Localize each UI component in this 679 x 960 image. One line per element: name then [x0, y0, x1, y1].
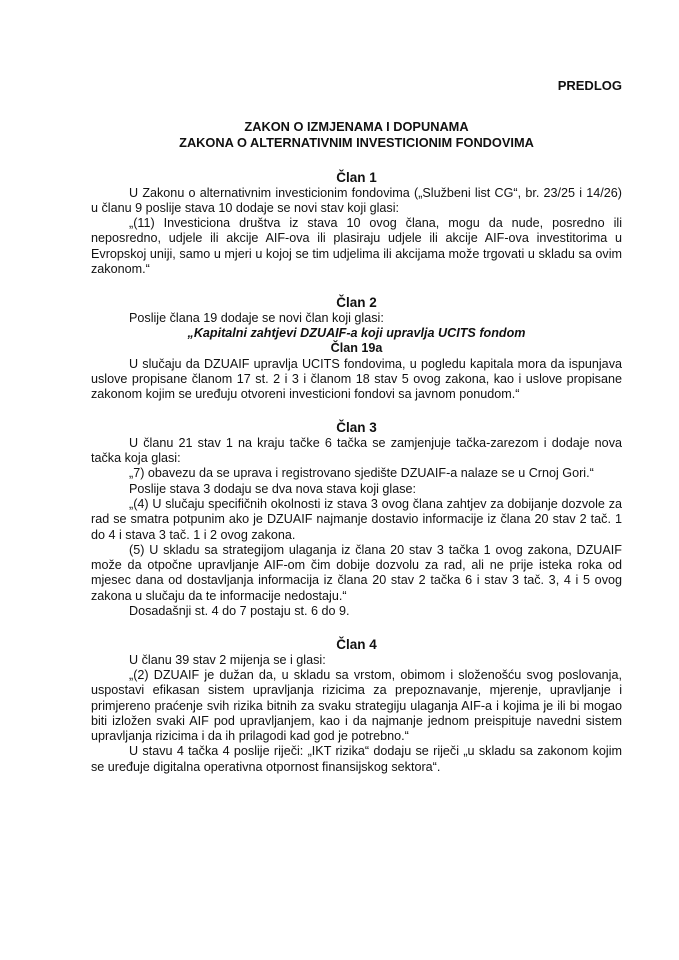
predlog-label: PREDLOG — [557, 78, 622, 93]
article-2-heading: Član 2 — [336, 295, 377, 311]
article-4-paragraph-2: „(2) DZUAIF je dužan da, u skladu sa vrstom, obimom i složenošću svog poslovanja, uspostavi efikasan sistem upravljanja rizicima za prepoznavanje, mjerenje, upravljanje i primjereno praćenje svih rizika bitnih za svaku strategiju ulaganja AIF-a i kojima je ili bi mogao biti izložen svaki AIF pod upravljanjem, kao i da najmanje jednom preispituje navedni sistem upravljanja rizicima i da ih prilagodi kad god je potrebno.“ — [91, 667, 622, 744]
law-title-line-2: ZAKONA O ALTERNATIVNIM INVESTICIONIM FONDOVIMA — [179, 134, 534, 150]
article-3-paragraph-5: (5) U skladu sa strategijom ulaganja iz člana 20 stav 3 tačka 1 ovog zakona, DZUAIF može da otpočne upravljanje AIF-om čim dobije dozvolu za rad, ali ne prije isteka roka od mjesec dana od dostavljanja informacija iz člana 20 stav 2 tačka 6 i stav 3 tač. 3, 4 i 5 ovog zakona u slučaju da te informacije nedostaju.“ — [91, 542, 622, 603]
article-3-paragraph-2: „7) obavezu da se uprava i registrovano sjedište DZUAIF-a nalaze se u Crnoj Gori.“ — [129, 466, 594, 481]
article-4-paragraph-3: U stavu 4 tačka 4 poslije riječi: „IKT rizika“ dodaju se riječi „u skladu sa zakonom kojim se uređuje digitalna operativna otpornost finansijskog sektora“. — [91, 744, 622, 774]
article-2 — [91, 295, 622, 402]
article-2-paragraph-1: Poslije člana 19 dodaje se novi član koji glasi: — [129, 310, 384, 325]
article-3 — [91, 420, 622, 619]
article-2-subheading: „Kapitalni zahtjevi DZUAIF-a koji upravlja UCITS fondom — [187, 325, 526, 340]
article-3-paragraph-1: U članu 21 stav 1 na kraju tačke 6 tačka se zamjenjuje tačka-zarezom i dodaje nova tačka koja glasi: — [91, 435, 622, 466]
article-1-paragraph-1: U Zakonu o alternativnim investicionim fondovima („Službeni list CG“, br. 23/25 i 14/26) u članu 9 poslije stava 10 dodaje se novi stav koji glasi: — [91, 185, 622, 215]
law-title — [91, 119, 622, 150]
article-2-paragraph-2: U slučaju da DZUAIF upravlja UCITS fondovima, u pogledu kapitala mora da ispunjava uslove propisane članom 17 st. 2 i 3 i članom 18 stav 5 ovog zakona, kao i uslove propisane zakonom kojim se uređuju otvoreni investicioni fondovi sa javnom ponudom.“ — [91, 356, 622, 402]
article-3-paragraph-6: Dosadašnji st. 4 do 7 postaju st. 6 do 9. — [129, 604, 350, 619]
article-3-paragraph-4: „(4) U slučaju specifičnih okolnosti iz stava 3 ovog člana zahtjev za dobijanje dozvole za rad se smatra potpunim ako je DZUAIF najmanje dostavio informacije iz člana 20 stav 2 tač. 1 do 4 i stava 3 tač. 1 i 2 ovog zakona. — [91, 496, 622, 542]
article-4-paragraph-1: U članu 39 stav 2 mijenja se i glasi: — [129, 652, 326, 667]
article-1-heading: Član 1 — [336, 170, 377, 186]
article-3-heading: Član 3 — [336, 420, 377, 436]
article-1 — [91, 170, 622, 277]
article-3-paragraph-3: Poslije stava 3 dodaju se dva nova stava koji glase: — [129, 481, 417, 496]
article-4 — [91, 637, 622, 775]
article-19a-heading: Član 19a — [330, 341, 383, 356]
law-title-line-1: ZAKON O IZMJENAMA I DOPUNAMA — [244, 119, 469, 135]
article-4-heading: Član 4 — [336, 637, 377, 653]
article-1-paragraph-2: „(11) Investiciona društva iz stava 10 ovog člana, mogu da nude, posredno ili neposredno, udjele ili akcije AIF-ova ili plasiraju udjele ili akcije AIF-ova investitorima u Evropskoj uniji, samo u mjeri u kojoj se tim udjelima ili akcijama može trgovati u skladu sa ovim zakonom.“ — [91, 216, 622, 277]
